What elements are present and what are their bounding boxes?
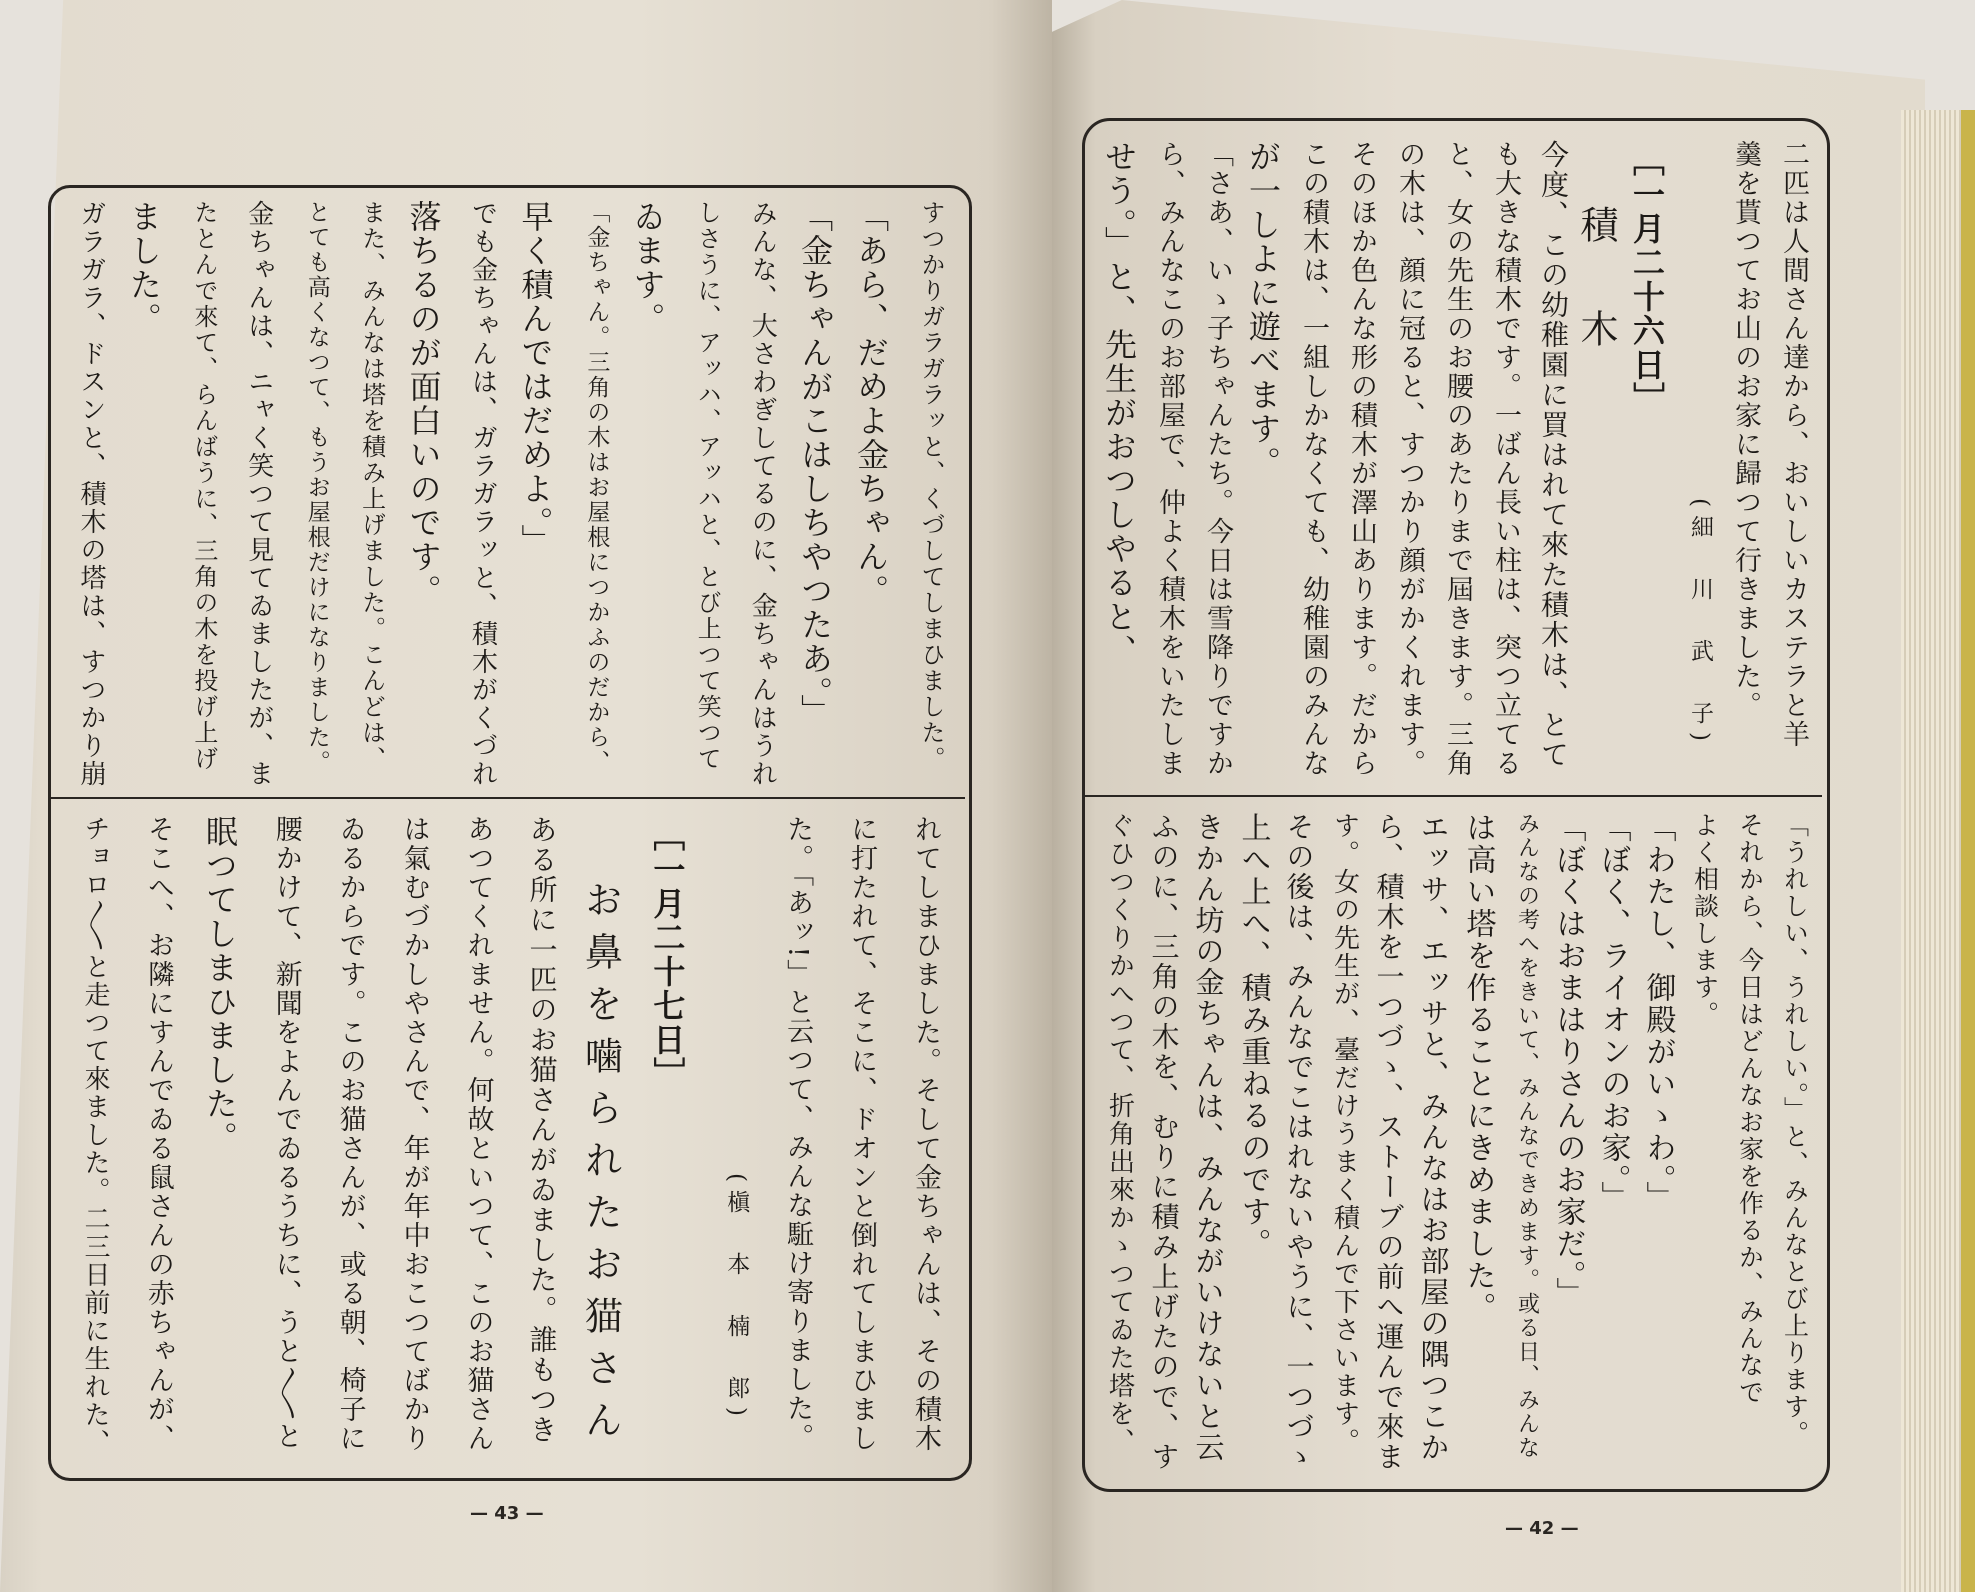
text-column: その後は、みんなでこはれないやうに、一つづゝ bbox=[1282, 812, 1316, 1472]
text-column: そこへ、お隣にすんでゐる鼠さんの赤ちゃんが、 bbox=[142, 815, 174, 1453]
text-column: エッサ、エッサと、みんなはお部屋の隅つこか bbox=[1416, 812, 1451, 1463]
text-column: とても高くなつて、もうお屋根だけになりました。 bbox=[303, 200, 330, 775]
text-column: 早く積んではだめよ。」 bbox=[516, 200, 555, 558]
text-column: れてしまひました。そして金ちゃんは、その積木 bbox=[910, 815, 942, 1453]
text-column: でも金ちゃんは、ガラガラッと、積木がくづれ bbox=[467, 200, 498, 788]
text-column: ふのに、三角の木を、むりに積み上げたので、す bbox=[1147, 812, 1181, 1472]
text-column: よく相談します。 bbox=[1690, 812, 1720, 1028]
text-column: ら、みんなこのお部屋で、仲よく積木をいたしま bbox=[1154, 140, 1185, 778]
text-column: すつかりガラガラッと、くづしてしまひました。 bbox=[917, 200, 946, 772]
text-column: また、みんなは塔を積み上げました。こんどは、 bbox=[357, 200, 386, 772]
text-column: ぐひつくりかへつて、折角出來かゝつてゐた塔を、 bbox=[1104, 812, 1135, 1456]
text-column: ゐます。 bbox=[628, 200, 667, 336]
text-column: (槇 本 楠 郞) bbox=[723, 1173, 750, 1424]
right-page-number: — 42 — bbox=[1505, 1518, 1579, 1539]
left-page-divider bbox=[50, 797, 965, 799]
text-column: それから、今日はどんなお家を作るか、みんなで bbox=[1735, 812, 1765, 1406]
text-column: 金ちゃんは、ニャく笑つて見てゐましたが、ま bbox=[243, 200, 274, 788]
right-upper-section bbox=[1095, 140, 1815, 790]
text-column: ガラガラ、ドスンと、積木の塔は、すつかり崩 bbox=[75, 200, 106, 788]
text-column: きかん坊の金ちゃんは、みんながいけないと云 bbox=[1191, 812, 1226, 1463]
text-column: た。「あッ!」と云つて、みんな駈け寄りました。 bbox=[782, 815, 814, 1453]
text-column: みんなの考へをきいて、みんなできめます。或る日、みんな bbox=[1514, 812, 1540, 1460]
text-column: ［一月二十七日］ bbox=[648, 819, 687, 1091]
text-column: せう。」と、先生がおつしやると、 bbox=[1100, 140, 1138, 668]
text-column: お鼻を噛られたお猫さん bbox=[578, 880, 623, 1452]
text-column: 上へ上へ、積み重ねるのです。 bbox=[1235, 812, 1271, 1260]
text-column: と、女の先生のお腰のあたりまで屆きます。三角 bbox=[1442, 140, 1473, 778]
text-column: 眠つてしまひました。 bbox=[200, 815, 239, 1155]
text-column: 今度、この幼稚園に買はれて來た積木は、とて bbox=[1537, 140, 1570, 770]
text-column: の木は、顔に冠ると、すつかり顔がかくれます。 bbox=[1394, 140, 1425, 778]
text-column: 積 木 bbox=[1574, 205, 1618, 361]
right-lower-section bbox=[1095, 812, 1815, 1472]
text-column: そのほか色んな形の積木が澤山あります。だから bbox=[1346, 140, 1377, 778]
text-column: しさうに、アッハ、アッハと、とび上つて笑つて bbox=[693, 200, 722, 772]
text-column: も大きな積木です。一ばん長い柱は、突つ立てる bbox=[1490, 140, 1521, 778]
text-column: みんな、大さわぎしてるのに、金ちゃんはうれ bbox=[747, 200, 778, 788]
text-column: ゐるからです。このお猫さんが、或る朝、椅子に bbox=[334, 815, 366, 1453]
text-column: 「金ちゃんがこはしちやつたあ。」 bbox=[796, 200, 835, 728]
text-column: は氣むづかしやさんで、年が年中おこつてばかり bbox=[398, 815, 430, 1453]
text-column: あつてくれません。何故といつて、このお猫さん bbox=[462, 815, 494, 1453]
text-column: 「ぼくはおまはりさんのお家だ。」 bbox=[1550, 812, 1586, 1309]
left-lower-section bbox=[60, 815, 955, 1465]
text-column: (細 川 武 子) bbox=[1687, 498, 1713, 749]
text-column: 羹を貰つてお山のお家に歸つて行きました。 bbox=[1730, 140, 1761, 720]
text-column: 「うれしい、うれしい。」と、みんなとび上ります。 bbox=[1780, 812, 1810, 1448]
book-page-edges bbox=[1901, 110, 1975, 1592]
text-column: 「あら、だめよ金ちゃん。 bbox=[852, 200, 891, 608]
text-column: 「さあ、いゝ子ちゃんたち。今日は雪降りですか bbox=[1202, 140, 1233, 778]
left-upper-section bbox=[60, 200, 955, 790]
text-column: たとんで來て、らんばうに、三角の木を投げ上げ bbox=[189, 200, 218, 772]
text-column: ［一月二十六日］ bbox=[1628, 144, 1666, 416]
text-column: ある所に一匹のお猫さんがゐました。誰もつき bbox=[525, 815, 559, 1445]
text-column: す。女の先生が、臺だけうまく積んで下さいます。 bbox=[1329, 812, 1360, 1456]
text-column: 「金ちゃん。三角の木はお屋根につかふのだから、 bbox=[583, 200, 610, 775]
text-column: ら、積木を一つづゝ、ストーブの前へ運んで來ま bbox=[1372, 812, 1406, 1472]
text-column: 「わたし、御殿がいゝわ。」 bbox=[1640, 812, 1676, 1213]
left-page-number: — 43 — bbox=[470, 1503, 544, 1524]
text-column: は高い塔を作ることにきめました。 bbox=[1460, 812, 1496, 1324]
right-page-divider bbox=[1084, 795, 1822, 797]
text-column: に打たれて、そこに、ドオンと倒れてしまひまし bbox=[846, 815, 878, 1453]
text-column: 「ぼく、ライオンのお家。」 bbox=[1595, 812, 1631, 1213]
text-column: 落ちるのが面白いのです。 bbox=[404, 200, 443, 608]
text-column: チョロ〳〵と走つて來ました。二三日前に生れた、 bbox=[79, 815, 110, 1457]
text-column: 二匹は人間さん達から、おいしいカステラと羊 bbox=[1778, 140, 1809, 749]
text-column: この積木は、一組しかなくても、幼稚園のみんな bbox=[1298, 140, 1329, 778]
text-column: 腰かけて、新聞をよんでゐるうちに、うと〳〵と bbox=[270, 815, 302, 1451]
text-column: ました。 bbox=[124, 200, 163, 336]
text-column: が一しよに遊べます。 bbox=[1244, 140, 1282, 480]
